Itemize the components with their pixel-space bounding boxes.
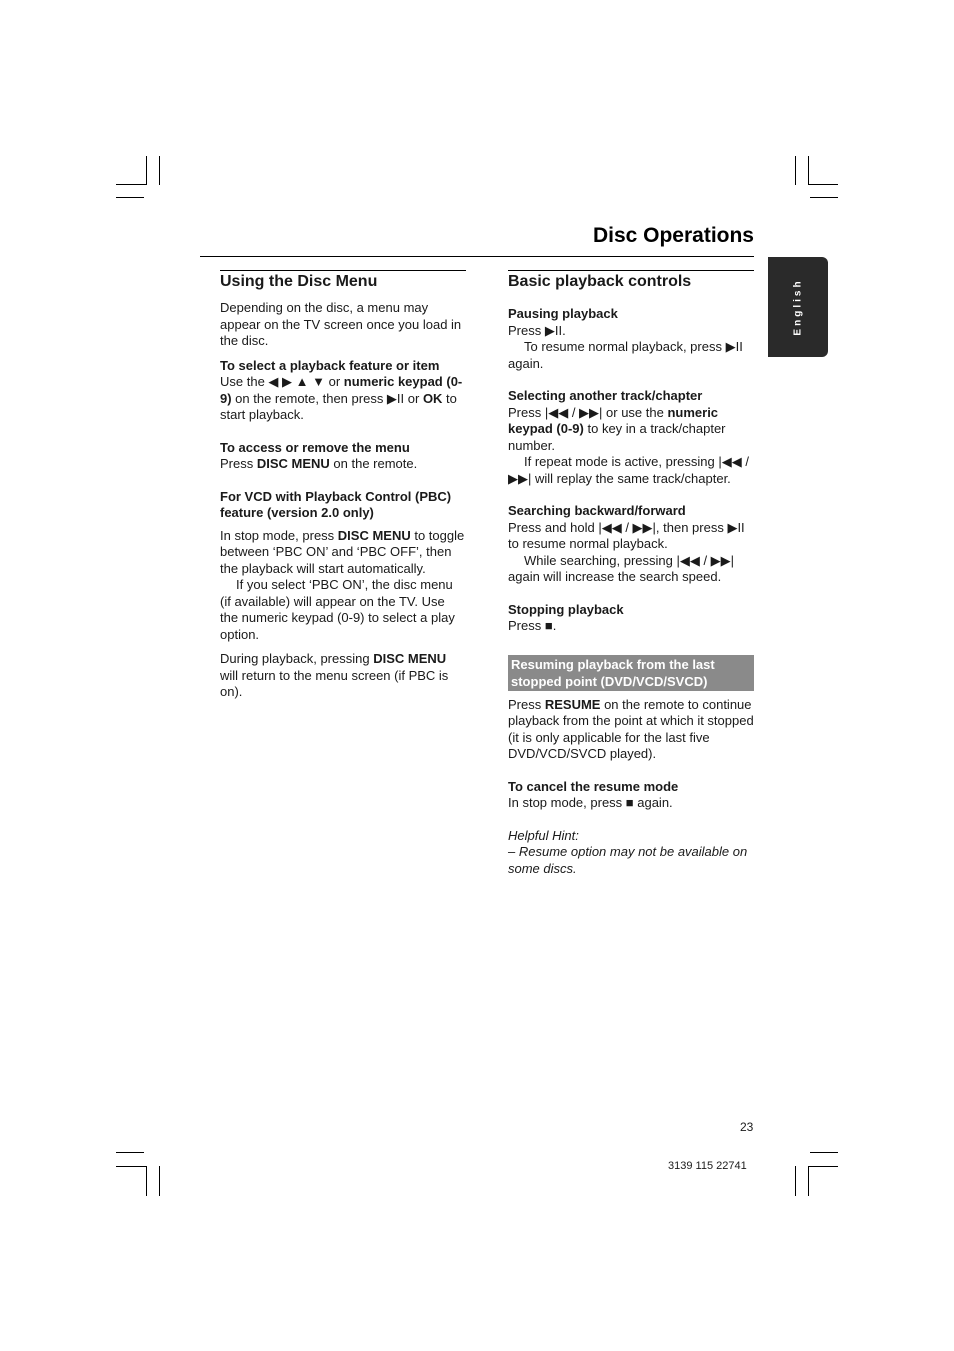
page-number: 23 — [740, 1120, 754, 1134]
crop-mark — [810, 1152, 838, 1153]
pausing-text: Press ▶II. — [508, 322, 566, 338]
resume-text — [508, 697, 754, 763]
page-title: Disc Operations — [592, 224, 754, 247]
subheading-pbc: For VCD with Playback Control (PBC) feature (version 2.0 only) — [220, 488, 452, 520]
crop-mark — [808, 156, 809, 185]
during-playback-text — [220, 651, 466, 701]
selecting-text — [508, 405, 754, 455]
text-run: to toggle between ‘PBC ON’ and ‘PBC OFF’, then the playback will start automatically. — [220, 527, 465, 576]
crop-mark — [116, 1152, 144, 1153]
crop-mark — [116, 184, 146, 185]
pausing-note: To resume normal playback, press ▶II again. — [508, 339, 743, 371]
bold-run: OK — [422, 390, 443, 406]
bold-run: DISC MENU — [337, 527, 411, 543]
crop-mark — [808, 1166, 809, 1196]
crop-mark — [146, 156, 147, 185]
right-column — [508, 270, 754, 877]
crop-mark — [116, 1166, 146, 1167]
intro-paragraph: Depending on the disc, a menu may appear on the TV screen once you load in the disc. — [220, 300, 462, 348]
left-column — [220, 270, 466, 701]
crop-mark — [116, 197, 144, 198]
pbc-text — [220, 528, 466, 578]
text-run: to start playback. — [220, 390, 457, 422]
cancel-resume-text: In stop mode, press ■ again. — [508, 795, 673, 810]
stopping-text: Press ■. — [508, 618, 557, 633]
crop-mark — [810, 197, 838, 198]
subheading-cancel-resume: To cancel the resume mode — [508, 778, 679, 794]
language-tab-label: English — [792, 278, 804, 336]
subheading-selecting: Selecting another track/chapter — [508, 388, 703, 403]
title-rule — [200, 256, 754, 257]
bold-run: DISC MENU — [373, 651, 447, 666]
access-menu-text — [220, 456, 466, 473]
document-code: 3139 115 22741 — [668, 1160, 747, 1172]
crop-mark — [808, 1166, 838, 1167]
searching-note: While searching, pressing |◀◀ / ▶▶| again will increase the search speed. — [508, 552, 735, 584]
text-run: Press |◀◀ / ▶▶| or use the — [508, 404, 668, 420]
crop-mark — [795, 1166, 796, 1196]
subheading-searching: Searching backward/forward — [508, 503, 686, 518]
resume-highlight-box: Resuming playback from the last stopped point (DVD/VCD/SVCD) — [508, 655, 754, 691]
hint-text: – Resume option may not be available on some discs. — [508, 844, 748, 876]
text-run: Use the ◀ ▶ ▲ ▼ or — [220, 374, 344, 389]
searching-text: Press and hold |◀◀ / ▶▶|, then press ▶II to resume normal playback. — [508, 519, 745, 551]
crop-mark — [795, 156, 796, 185]
bold-run: numeric keypad (0-9) — [220, 374, 463, 406]
subheading-pausing: Pausing playback — [508, 306, 618, 321]
bold-run: numeric keypad (0-9) — [508, 404, 719, 436]
crop-mark — [159, 156, 160, 185]
text-run: on the remote to continue playback from the point at which it stopped (it is only applicable for the last five DVD/VCD/SVCD played). — [508, 696, 754, 761]
subheading-select-feature: To select a playback feature or item — [220, 357, 440, 373]
text-run: Press — [508, 696, 545, 712]
text-run: During playback, pressing — [220, 651, 374, 666]
bold-run: DISC MENU — [256, 456, 330, 471]
text-run: on the remote. — [329, 456, 418, 471]
text-run: Press — [220, 456, 257, 471]
crop-mark — [808, 184, 838, 185]
section-heading-disc-menu: Using the Disc Menu — [220, 270, 466, 292]
section-heading-playback-controls: Basic playback controls — [508, 270, 754, 292]
crop-mark — [159, 1166, 160, 1196]
text-run: will return to the menu screen (if PBC is on). — [220, 667, 449, 699]
language-tab — [768, 257, 828, 357]
text-run: to key in a track/chapter number. — [508, 421, 726, 453]
subheading-access-menu: To access or remove the menu — [220, 439, 410, 455]
crop-mark — [146, 1166, 147, 1196]
pbc-note: If you select ‘PBC ON’, the disc menu (if available) will appear on the TV. Use the numeric keypad (0-9) to select a play option. — [220, 577, 455, 642]
text-run: on the remote, then press ▶II or — [231, 390, 423, 406]
selecting-note: If repeat mode is active, pressing |◀◀ / ▶▶| will replay the same track/chapter. — [508, 454, 749, 486]
bold-run: RESUME — [544, 696, 601, 712]
hint-title: Helpful Hint: — [508, 827, 579, 843]
select-feature-text — [220, 374, 466, 424]
subheading-stopping: Stopping playback — [508, 601, 624, 617]
text-run: In stop mode, press — [220, 527, 338, 543]
